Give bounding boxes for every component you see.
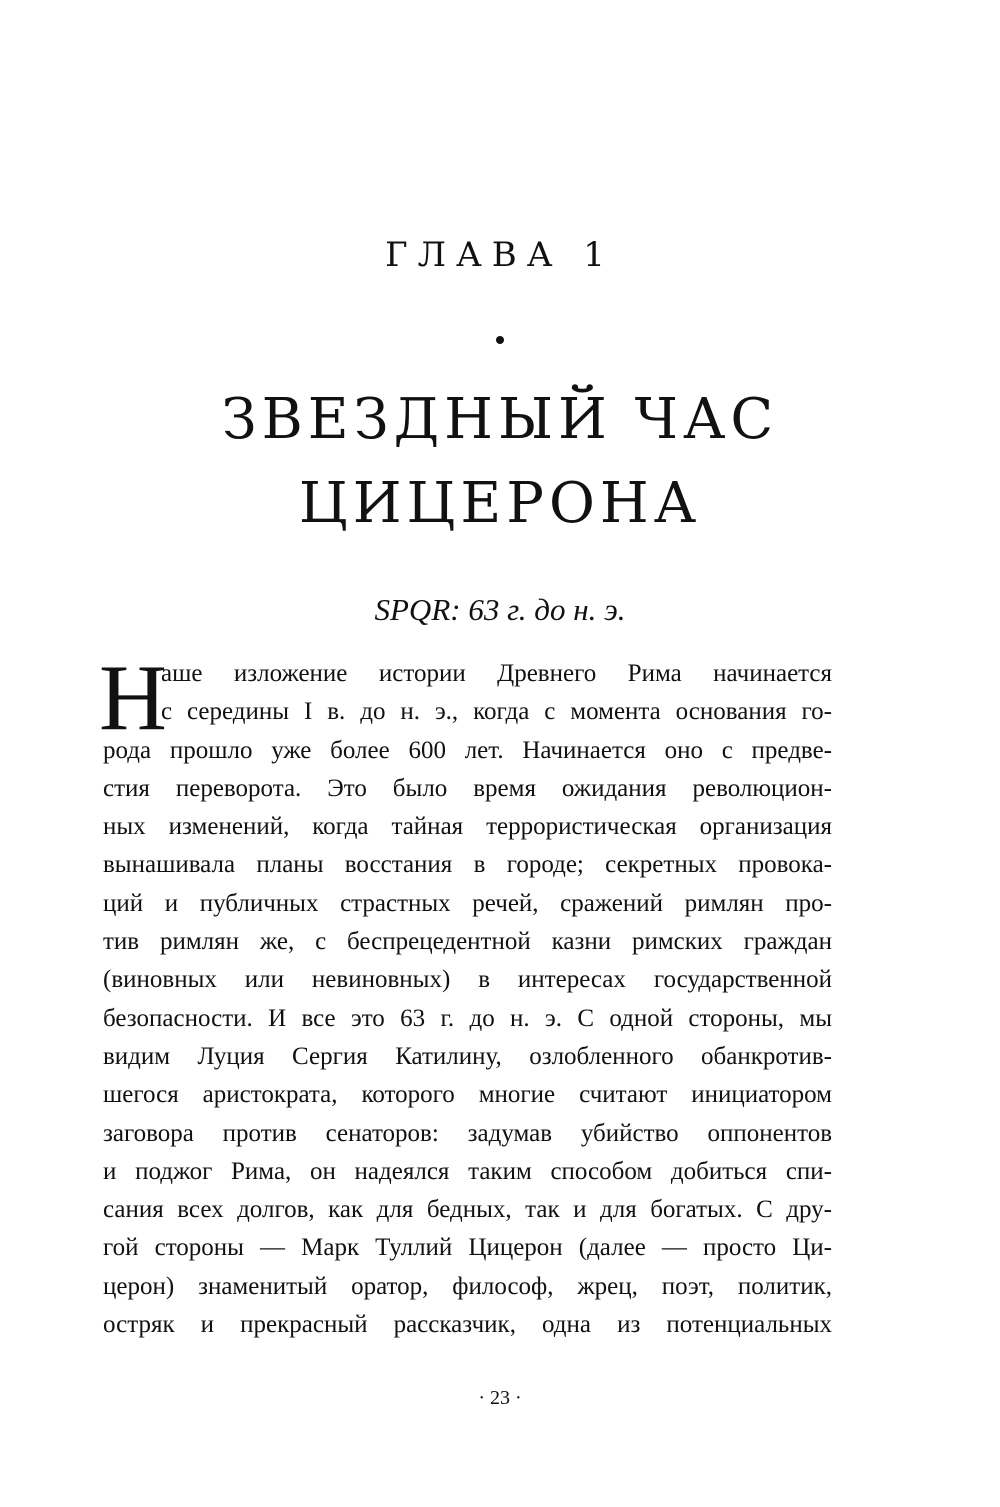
text-line: ных изменений, когда тайная террористическая организация [103,813,832,841]
text-line: вынашивала планы восстания в городе; секретных провока- [103,851,832,879]
text-line: сания всех долгов, как для бедных, так и для богатых. С дру- [103,1196,832,1224]
text-line: стия переворота. Это было время ожидания революцион- [103,774,832,802]
text-line: тив римлян же, с беспрецедентной казни римских граждан [103,928,832,956]
text-line: аше изложение истории Древнего Рима начинается [161,660,832,687]
text-line: (виновных или невиновных) в интересах государственной [103,966,832,994]
chapter-title-line-2: ЦИЦЕРОНА [298,471,702,536]
chapter-title [0,378,1000,546]
text-line: гой стороны — Марк Туллий Цицерон (далее — просто Ци- [103,1234,832,1262]
text-line: ций и публичных страстных речей, сражений римлян про- [103,889,832,917]
drop-cap: Н [99,646,167,750]
text-line: заговора против сенаторов: задумав убийство оппонентов [103,1119,832,1147]
text-line: безопасности. И все это 63 г. до н. э. С одной стороны, мы [103,1004,832,1032]
text-line: видим Луция Сергия Катилину, озлобленного обанкротив- [103,1042,832,1070]
text-line: церон) знаменитый оратор, философ, жрец, поэт, политик, [103,1272,832,1300]
text-line: и поджог Рима, он надеялся таким способом добиться спи- [103,1157,832,1185]
text-line: с середины I в. до н. э., когда с момента основания го- [161,698,832,726]
chapter-title-line-1: ЗВЕЗДНЫЙ ЧАС [221,387,779,452]
text-line: остряк и прекрасный рассказчик, одна из потенциальных [103,1311,832,1339]
chapter-subtitle: SPQR: 63 г. до н. э. [374,592,626,627]
page-number: · 23 · [478,1387,522,1409]
body-paragraph [103,655,832,1344]
text-line: рода прошло уже более 600 лет. Начинается оно с предве- [103,736,832,764]
text-line: шегося аристократа, которого многие считают инициатором [103,1081,832,1109]
chapter-divider-dot [496,336,504,344]
chapter-label: ГЛАВА 1 [385,235,615,275]
